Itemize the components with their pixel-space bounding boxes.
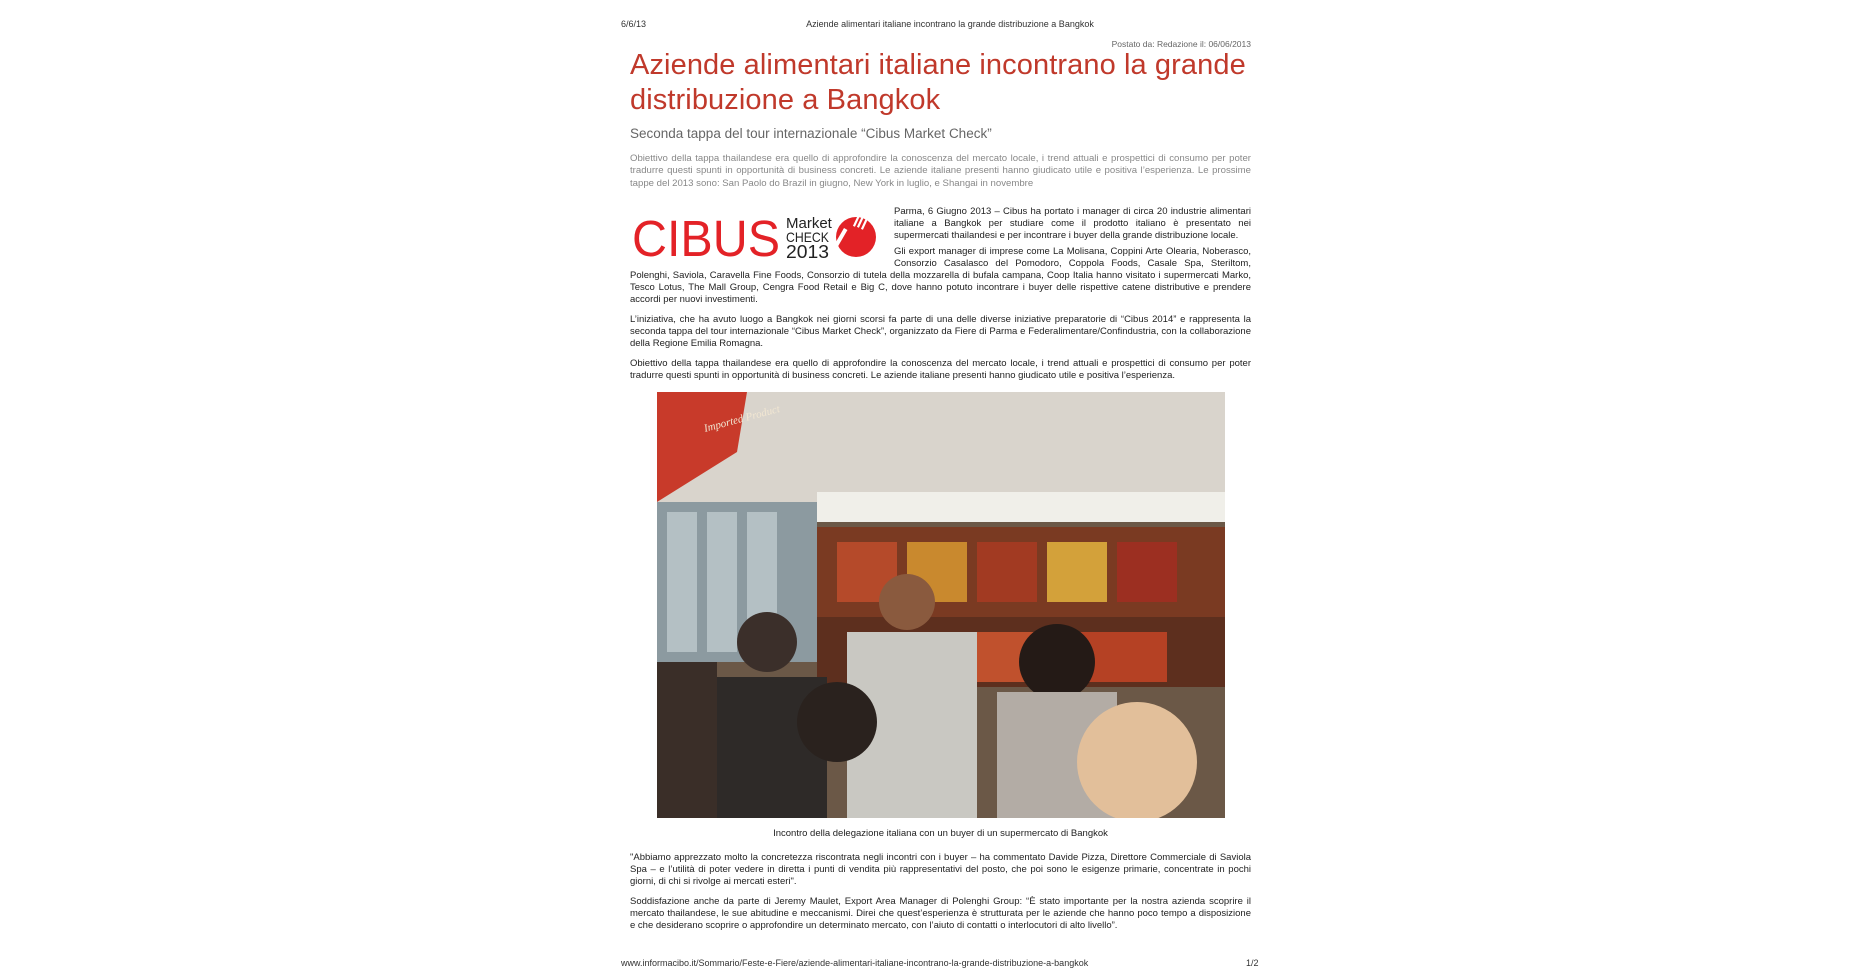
page-number: 1/2 [1246, 958, 1259, 968]
print-footer-url: www.informacibo.it/Sommario/Feste-e-Fiere/aziende-alimentari-italiane-incontrano-la-grande-distribuzione-a-bangkok [621, 958, 1089, 968]
paragraph-1: Parma, 6 Giugno 2013 – Cibus ha portato i manager di circa 20 industrie alimentari italiane a Bangkok per studiare come il prodotto italiano è presentato nei supermercati thailandesi e per incontrare i buyer della grande distribuzione locale. [894, 205, 1251, 241]
article-subtitle: Seconda tappa del tour internazionale “Cibus Market Check” [630, 126, 992, 141]
supermarket-photo [657, 392, 1225, 818]
logo-word: CIBUS [632, 209, 780, 264]
posted-by: Postato da: Redazione il: 06/06/2013 [1111, 39, 1251, 49]
fork-dish-icon [832, 215, 876, 257]
article-intro [630, 206, 1251, 306]
photo-caption: Incontro della delegazione italiana con un buyer di un supermercato di Bangkok [773, 827, 1108, 839]
print-date: 6/6/13 [621, 19, 647, 29]
logo-line1: Market [786, 214, 832, 232]
article [630, 48, 1251, 932]
print-header-title: Aziende alimentari italiane incontrano la grande distribuzione a Bangkok [806, 19, 1094, 29]
logo-year: 2013 [786, 241, 829, 262]
article-title: Aziende alimentari italiane incontrano la grande distribuzione a Bangkok [630, 49, 1246, 116]
paragraph-2: Gli export manager di imprese come La Molisana, Coppini Arte Olearia, Noberasco, Consorzio Casalasco del Pomodoro, Coppola Foods, Casale Spa, Steriltom, Polenghi, Saviola, Caravella Fine Foods, Consorzio di tutela della mozzarella di bufala campana, Coop Italia hanno visitato i supermercati Marko, Tesco Lotus, The Mall Group, Cengra Food Retail e Big C, dove hanno potuto incontrare i buyer delle rispettive catene distributive e prendere accordi per nuovi investimenti. [630, 245, 1251, 305]
article-summary: Obiettivo della tappa thailandese era quello di approfondire la conoscenza del mercato locale, i trend attuali e prospettici di consumo per poter tradurre questi spunti in opportunità di business concreti. Le aziende italiane presenti hanno giudicato utile e positiva l’esperienza. Le prossime tappe del 2013 sono: San Paolo do Brazil in giugno, New York in luglio, e Shangai in novembre [630, 153, 1251, 189]
quote-saviola: "Abbiamo apprezzato molto la concretezza riscontrata negli incontri con i buyer – ha commentato Davide Pizza, Direttore Commerciale di Saviola Spa – e l’utilità di poter vedere in diretta i punti di vendita più rappresentativi del posto, che poi sono le esigenze primarie, concentrate in pochi giorni, di chi si rivolge ai mercati esteri". [630, 851, 1251, 887]
cibus-market-check-logo [630, 206, 886, 264]
logo-line2: CHECK [786, 228, 830, 245]
paragraph-4: Obiettivo della tappa thailandese era quello di approfondire la conoscenza del mercato locale, i trend attuali e prospettici di consumo per poter tradurre questi spunti in opportunità di business concreti. Le aziende italiane presenti hanno giudicato utile e positiva l’esperienza. [630, 357, 1251, 381]
quote-polenghi: Soddisfazione anche da parte di Jeremy Maulet, Export Area Manager di Polenghi Group: “È stato importante per la nostra azienda scoprire il mercato thailandese, le sue abitudine e meccanismi. Direi che quest’esperienza è strutturata per le aziende che hanno poco tempo a disposizione e che desiderano scoprire o approfondire un determinato mercato, con l’aiuto di contatti o interlocutori di alto livello”. [630, 895, 1251, 931]
photo-sign-text: Imported Product [702, 402, 781, 435]
paragraph-3: L’iniziativa, che ha avuto luogo a Bangkok nei giorni scorsi fa parte di una delle diverse iniziative preparatorie di “Cibus 2014” e rappresenta la seconda tappa del tour internazionale “Cibus Market Check”, organizzato da Fiere di Parma e Federalimentare/Confindustria, con la collaborazione della Regione Emilia Romagna. [630, 313, 1251, 349]
